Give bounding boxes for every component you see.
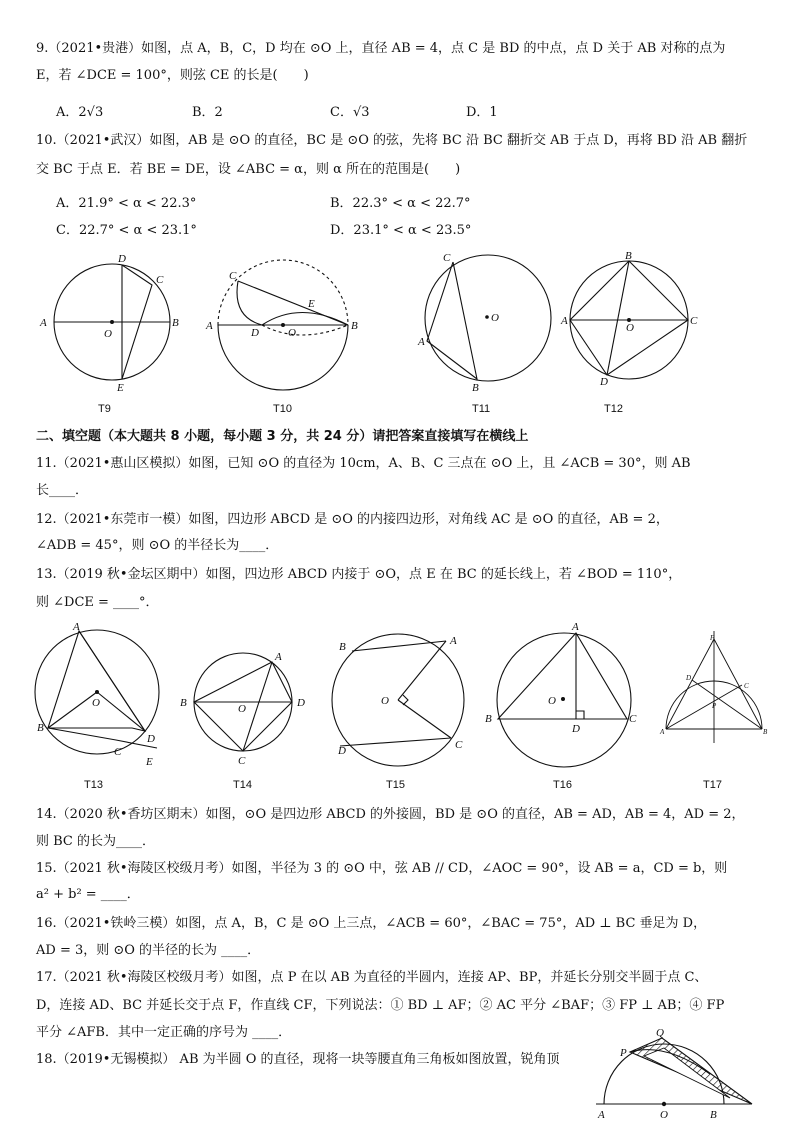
q9-option-c: C．√3 <box>330 105 370 120</box>
t13-label-d: D <box>147 733 155 745</box>
caption-t12: T12 <box>604 403 623 415</box>
t13-label-c: C <box>114 746 122 758</box>
q13-line2: 则 ∠DCE = ____°． <box>36 595 159 610</box>
t12-label-b: B <box>625 250 632 262</box>
q12-line1: 12.（2021•东莞市一模）如图，四边形 ABCD 是 ⊙O 的内接四边形，对角线 AC 是 ⊙O 的直径，AB = 2， <box>36 512 669 527</box>
q14-line2: 则 BC 的长为____． <box>36 834 156 849</box>
t12-label-d: D <box>600 376 608 388</box>
t17-label-a: A <box>660 728 665 736</box>
t11-label-c: C <box>443 252 451 264</box>
t13-label-o: O <box>92 697 100 709</box>
t18-label-o: O <box>660 1109 668 1120</box>
q10-line1: 10.（2021•武汉）如图，AB 是 ⊙O 的直径，BC 是 ⊙O 的弦，先将 BC 沿 BC 翻折交 AB 于点 D，再将 BD 沿 AB 翻折 <box>36 133 748 148</box>
t15-label-a: A <box>450 635 457 647</box>
t15-label-d: D <box>338 745 346 757</box>
t11-label-o: O <box>491 312 499 324</box>
t18-label-b: B <box>710 1109 717 1120</box>
q16-line2: AD = 3，则 ⊙O 的半径的长为 ____． <box>36 943 261 958</box>
t16-label-b: B <box>485 713 492 725</box>
t17-label-c: C <box>744 682 749 690</box>
t18-label-q: Q <box>656 1027 664 1039</box>
q9-line1: 9.（2021•贵港）如图，点 A，B，C，D 均在 ⊙O 上，直径 AB = 4，点 C 是 BD 的中点，点 D 关于 AB 对称的点为 <box>36 41 726 56</box>
caption-t9: T9 <box>98 403 111 415</box>
t14-label-c: C <box>238 755 246 767</box>
figures-row1 <box>0 245 794 400</box>
q15-line1: 15.（2021 秋•海陵区校级月考）如图，半径为 3 的 ⊙O 中，弦 AB // CD，∠AOC = 90°，设 AB = a，CD = b，则 <box>36 861 728 876</box>
t10-label-d: D <box>251 327 259 339</box>
caption-t16: T16 <box>553 779 572 791</box>
t15-label-o: O <box>381 695 389 707</box>
caption-t14: T14 <box>233 779 252 791</box>
q9-option-b: B．2 <box>192 105 223 120</box>
t18-label-a: A <box>598 1109 605 1120</box>
t12-label-c: C <box>690 315 698 327</box>
section-2-heading: 二、填空题（本大题共 8 小题，每小题 3 分，共 24 分）请把答案直接填写在横线上 <box>36 429 529 444</box>
t10-label-b: B <box>351 320 358 332</box>
t9-label-c: C <box>156 274 164 286</box>
q10-option-a: A．21.9° < α < 22.3° <box>56 196 197 211</box>
t15-label-b: B <box>339 641 346 653</box>
t16-label-c: C <box>629 713 637 725</box>
t13-label-e: E <box>146 756 153 768</box>
t14-label-b: B <box>180 697 187 709</box>
t16-label-a: A <box>572 621 579 633</box>
q18-line1: 18.（2019•无锡模拟） AB 为半圆 O 的直径，现将一块等腰直角三角板如图放置，锐角顶 <box>36 1052 560 1067</box>
t16-label-d: D <box>572 723 580 735</box>
caption-t17: T17 <box>703 779 722 791</box>
t17-label-f: F <box>710 634 715 642</box>
q10-option-d: D．23.1° < α < 23.5° <box>330 223 472 238</box>
caption-t11: T11 <box>472 403 491 415</box>
caption-t13: T13 <box>84 779 103 791</box>
t12-label-a: A <box>561 315 568 327</box>
figure-t14 <box>194 653 292 751</box>
t9-label-b: B <box>172 317 179 329</box>
t13-label-b: B <box>37 722 44 734</box>
q16-line1: 16.（2021•铁岭三模）如图，点 A，B，C 是 ⊙O 上三点，∠ACB = 60°，∠BAC = 75°，AD ⊥ BC 垂足为 D， <box>36 916 707 931</box>
t12-label-o: O <box>626 322 634 334</box>
q10-option-b: B．22.3° < α < 22.7° <box>330 196 471 211</box>
caption-t10: T10 <box>273 403 292 415</box>
t14-label-d: D <box>297 697 305 709</box>
t10-label-e: E <box>308 298 315 310</box>
t9-label-o: O <box>104 328 112 340</box>
t9-label-a: A <box>40 317 47 329</box>
q10-line2: 交 BC 于点 E．若 BE = DE，设 ∠ABC = α，则 α 所在的范围是( ) <box>36 162 461 177</box>
t10-label-o: O <box>288 327 296 339</box>
t17-label-d: D <box>686 674 692 682</box>
t13-label-a: A <box>73 621 80 633</box>
t11-label-a: A <box>418 336 425 348</box>
q14-line1: 14.（2020 秋•香坊区期末）如图，⊙O 是四边形 ABCD 的外接圆，BD 是 ⊙O 的直径，AB = AD，AB = 4，AD = 2， <box>36 807 745 822</box>
t9-label-e: E <box>117 382 124 394</box>
t14-label-a: A <box>275 651 282 663</box>
q9-line2: E，若 ∠DCE = 100°，则弦 CE 的长是( ) <box>36 68 309 83</box>
q9-option-d: D．1 <box>466 105 498 120</box>
t15-label-c: C <box>455 739 463 751</box>
figure-t18 <box>590 1024 760 1120</box>
q11-line2: 长____． <box>36 483 89 498</box>
figure-t15 <box>332 634 464 766</box>
t11-label-b: B <box>472 382 479 394</box>
t10-label-c: C <box>229 270 237 282</box>
figures-row2 <box>0 618 794 776</box>
q11-line1: 11.（2021•惠山区模拟）如图，已知 ⊙O 的直径为 10cm，A、B、C 三点在 ⊙O 上，且 ∠ACB = 30°，则 AB <box>36 456 691 471</box>
q13-line1: 13.（2019 秋•金坛区期中）如图，四边形 ABCD 内接于 ⊙O，点 E 在 BC 的延长线上，若 ∠BOD = 110°， <box>36 567 682 582</box>
t17-label-p: P <box>712 702 717 710</box>
t16-label-o: O <box>548 695 556 707</box>
t17-label-b: B <box>763 728 768 736</box>
t18-label-p: P <box>620 1047 627 1059</box>
t9-label-d: D <box>118 253 126 265</box>
t10-label-a: A <box>206 320 213 332</box>
q17-line3: 平分 ∠AFB．其中一定正确的序号为 ____． <box>36 1025 292 1040</box>
q15-line2: a² + b² = ____． <box>36 887 140 902</box>
q12-line2: ∠ADB = 45°，则 ⊙O 的半径长为____． <box>36 538 279 553</box>
q9-option-a: A．2√3 <box>56 105 104 120</box>
q10-option-c: C．22.7° < α < 23.1° <box>56 223 197 238</box>
q17-line1: 17.（2021 秋•海陵区校级月考）如图，点 P 在以 AB 为直径的半圆内，连接 AP、BP，并延长分别交半圆于点 C、 <box>36 970 708 985</box>
t14-label-o: O <box>238 703 246 715</box>
q17-line2: D，连接 AD、BC 并延长交于点 F，作直线 CF，下列说法：① BD ⊥ AF；② AC 平分 ∠BAF；③ FP ⊥ AB；④ FP <box>36 998 725 1013</box>
caption-t15: T15 <box>386 779 405 791</box>
